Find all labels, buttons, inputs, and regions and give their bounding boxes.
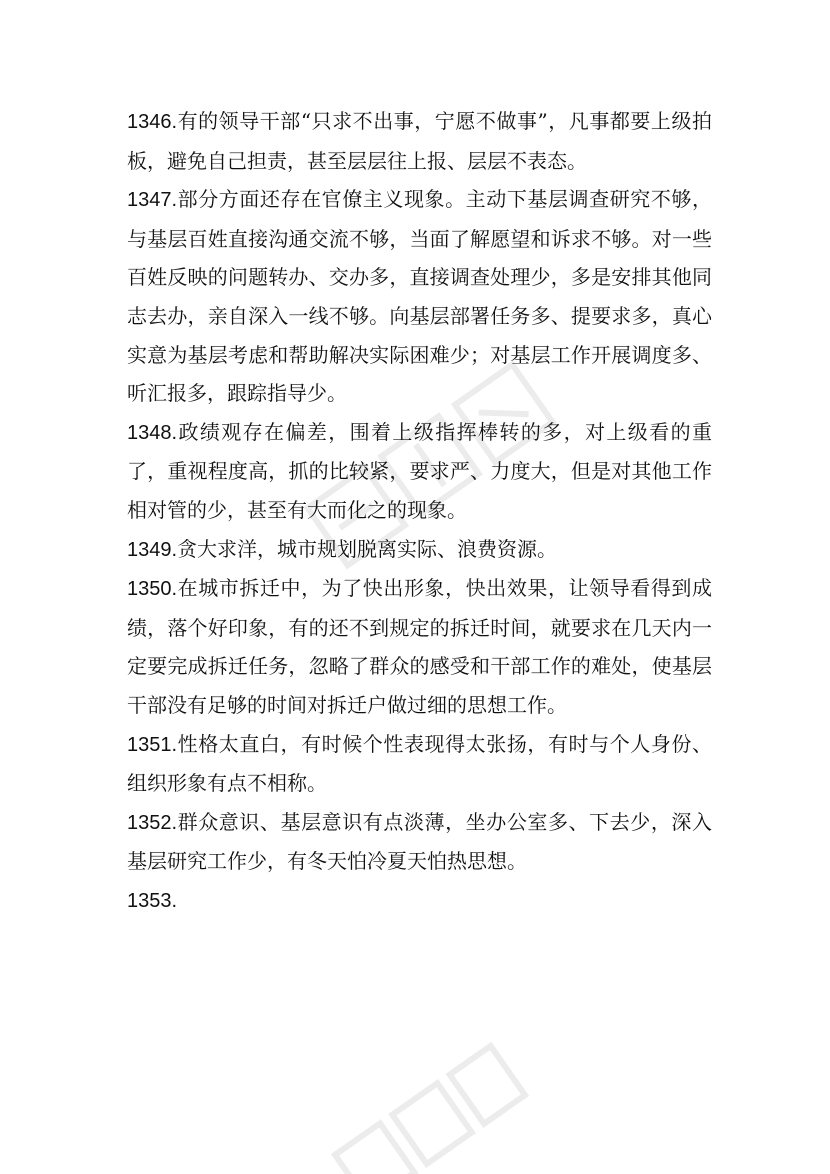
item-text: 政绩观存在偏差，围着上级指挥棒转的多，对上级看的重了，重视程度高，抓的比较紧，要求严、力度大，但是对其他工作相对管的少，甚至有大而化之的现象。 [127, 419, 712, 522]
item-number: 1353. [127, 889, 178, 912]
list-item [127, 180, 712, 413]
list-item [127, 102, 712, 180]
list-item [127, 803, 712, 881]
item-number: 1350. [127, 578, 178, 601]
item-number: 1349. [127, 538, 178, 561]
watermark-logo-bottom [325, 1035, 535, 1174]
item-text: 群众意识、基层意识有点淡薄，坐办公室多、下去少，深入基层研究工作少，有冬天怕冷夏天怕热思想。 [127, 809, 712, 874]
list-item [127, 569, 712, 724]
item-text: 部分方面还存在官僚主义现象。主动下基层调查研究不够，与基层百姓直接沟通交流不够，当面了解愿望和诉求不够。对一些百姓反映的问题转办、交办多，直接调查处理少，多是安排其他同志去办，亲自深入一线不够。向基层部署任务多、提要求多，真心实意为基层考虑和帮助解决实际困难少；对基层工作开展调度多、听汇报多，跟踪指导少。 [127, 187, 712, 406]
item-number: 1348. [127, 421, 178, 444]
list-item [127, 530, 712, 570]
document-body [127, 102, 712, 920]
item-number: 1346. [127, 111, 178, 133]
item-text: 有的领导干部“只求不出事，宁愿不做事”，凡事都要上级拍板，避免自己担责，甚至层层往上报、层层不表态。 [127, 109, 712, 173]
list-item [127, 881, 712, 921]
item-number: 1351. [127, 733, 178, 756]
item-text: 性格太直白，有时候个性表现得太张扬，有时与个人身份、组织形象有点不相称。 [127, 731, 712, 796]
item-text: 在城市拆迁中，为了快出形象，快出效果，让领导看得到成绩，落个好印象，有的还不到规定的拆迁时间，就要求在几天内一定要完成拆迁任务，忽略了群众的感受和干部工作的难处，使基层干部没有足够的时间对拆迁户做过细的思想工作。 [127, 576, 712, 717]
list-item [127, 413, 712, 530]
item-text: 贪大求洋，城市规划脱离实际、浪费资源。 [177, 536, 558, 561]
list-item [127, 725, 712, 803]
item-number: 1347. [127, 189, 178, 212]
item-number: 1352. [127, 811, 178, 834]
